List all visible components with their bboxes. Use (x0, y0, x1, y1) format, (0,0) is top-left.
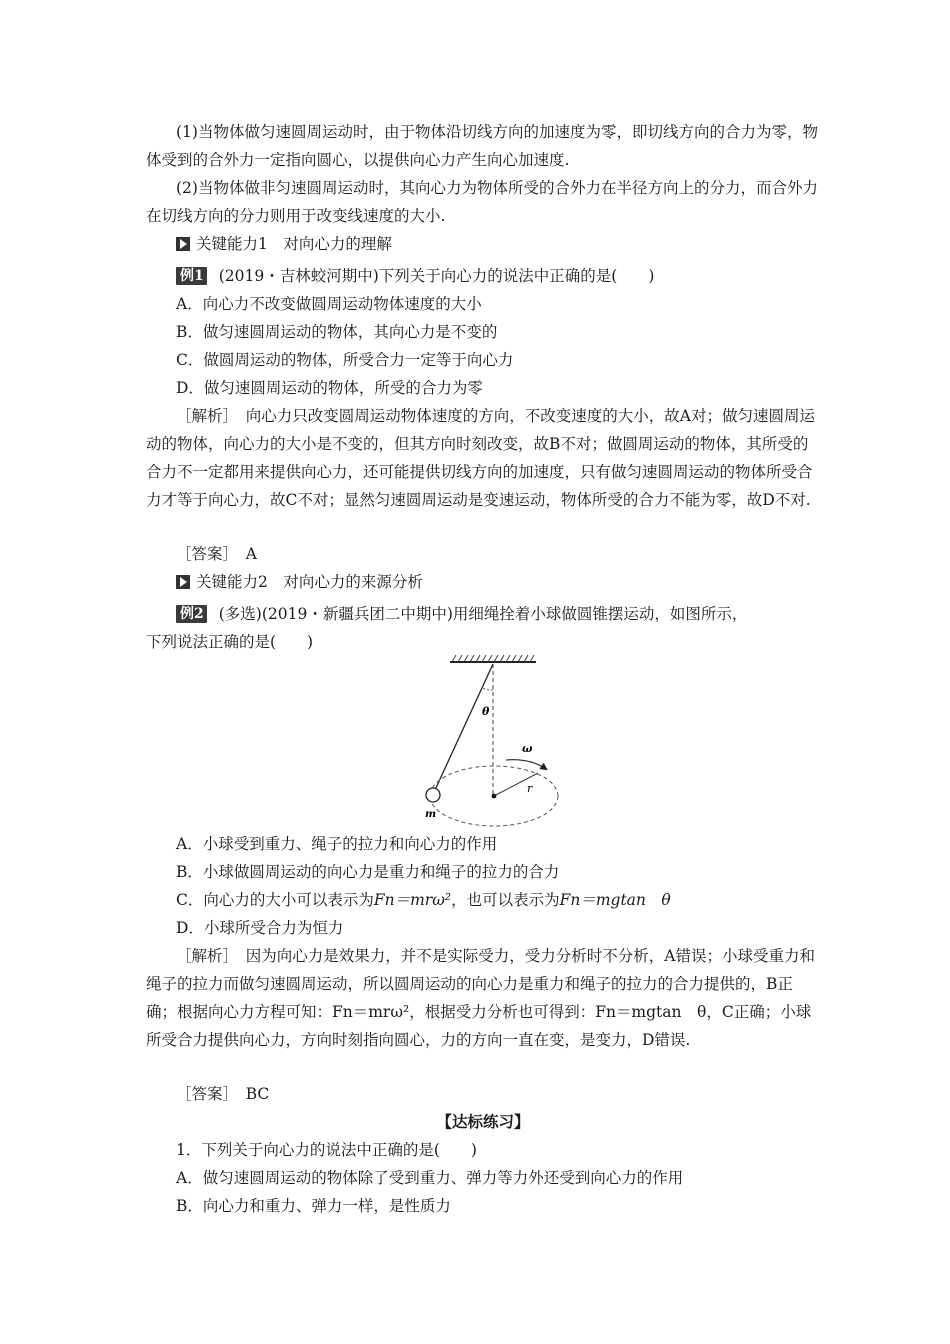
practice-heading: 【达标练习】 (436, 1112, 530, 1131)
example-1-question-text: (2019・吉林蛟河期中)下列关于向心力的说法中正确的是( ) (218, 267, 655, 285)
practice-option-a: A．做匀速圆周运动的物体除了受到重力、弹力等力外还受到向心力的作用 (176, 1169, 684, 1187)
option-c-mid: ，也可以表示为 (451, 891, 560, 909)
example-1-analysis: ［解析］ 向心力只改变圆周运动物体速度的方向，不改变速度的大小，故A对；做匀速圆周运动的物体，向心力的大小是不变的，但其方向时刻改变，故B不对；做圆周运动的物体，其所受的合力不一定都用来提供向心力，还可能提供切线方向的加速度，只有做匀速圆周运动的物体所受合力才等于向心力，故C不对；显然匀速圆周运动是变速运动，物体所受的合力不能为零，故D不对. (146, 407, 815, 509)
ball (426, 788, 440, 802)
string-line (435, 664, 493, 790)
example-2-option-c (176, 886, 671, 914)
example-1-answer: ［答案］ A (176, 545, 257, 563)
practice-question-1: 1．下列关于向心力的说法中正确的是( ) (176, 1141, 477, 1159)
formula-mr-omega: Fn＝mrω² (373, 891, 452, 909)
option-c-prefix: C．向心力的大小可以表示为 (176, 891, 374, 909)
example-1-option-c: C．做圆周运动的物体，所受合力一定等于向心力 (176, 351, 514, 369)
ability-1-title: 关键能力1 对向心力的理解 (196, 235, 392, 253)
play-triangle-icon (176, 237, 190, 251)
intro-paragraph-1: (1)当物体做匀速圆周运动时，由于物体沿切线方向的加速度为零，即切线方向的合力为零，物体受到的合外力一定指向圆心，以提供向心力产生向心加速度. (146, 123, 818, 169)
play-triangle-icon (176, 575, 190, 589)
angle-arc (482, 688, 493, 690)
ability-2-heading (176, 568, 423, 596)
omega-label: ω (522, 742, 533, 755)
ability-2-title: 关键能力2 对向心力的来源分析 (196, 573, 423, 591)
example-2-question-line-2: 下列说法正确的是( ) (146, 633, 314, 651)
theta-label: θ (482, 705, 490, 718)
example-2-option-b: B．小球做圆周运动的向心力是重力和绳子的拉力的合力 (176, 863, 560, 881)
ability-1-heading (176, 230, 392, 258)
practice-option-b: B．向心力和重力、弹力一样，是性质力 (176, 1197, 451, 1215)
example-1-option-d: D．做匀速圆周运动的物体，所受的合力为零 (176, 379, 483, 397)
formula-mg-tan: Fn＝mgtan θ (559, 891, 671, 909)
example-1-option-a: A．向心力不改变做圆周运动物体速度的大小 (176, 295, 482, 313)
example-2-answer: ［答案］ BC (176, 1085, 270, 1103)
example-2-question-text: (多选)(2019・新疆兵团二中期中)用细绳拴着小球做圆锥摆运动，如图所示， (218, 605, 748, 623)
conical-pendulum-figure (400, 652, 580, 834)
example-2-analysis: ［解析］ 因为向心力是效果力，并不是实际受力，受力分析时不分析，A错误；小球受重力和绳子的拉力而做匀速圆周运动，所以圆周运动的向心力是重力和绳子的拉力的合力提供的，B正确；根据向心力方程可知：Fn＝mrω²，根据受力分析也可得到：Fn＝mgtan θ，C正确；小球所受合力提供向心力，方向时刻指向圆心，力的方向一直在变，是变力，D错误. (146, 947, 815, 1049)
example-badge: 例1 (176, 267, 207, 285)
mass-label: m (425, 808, 437, 820)
example-2-option-d: D．小球所受合力为恒力 (176, 919, 344, 937)
intro-paragraph-2: (2)当物体做非匀速圆周运动时，其向心力为物体所受的合外力在半径方向上的分力，而合外力在切线方向的分力则用于改变线速度的大小. (146, 179, 818, 225)
example-badge: 例2 (176, 605, 207, 623)
example-2-option-a: A．小球受到重力、绳子的拉力和向心力的作用 (176, 835, 498, 853)
ceiling-hatch (452, 655, 534, 662)
radius-label: r (527, 782, 533, 795)
example-2-question-line-1 (176, 600, 747, 628)
example-1-question (176, 262, 654, 290)
example-1-option-b: B．做匀速圆周运动的物体，其向心力是不变的 (176, 323, 498, 341)
